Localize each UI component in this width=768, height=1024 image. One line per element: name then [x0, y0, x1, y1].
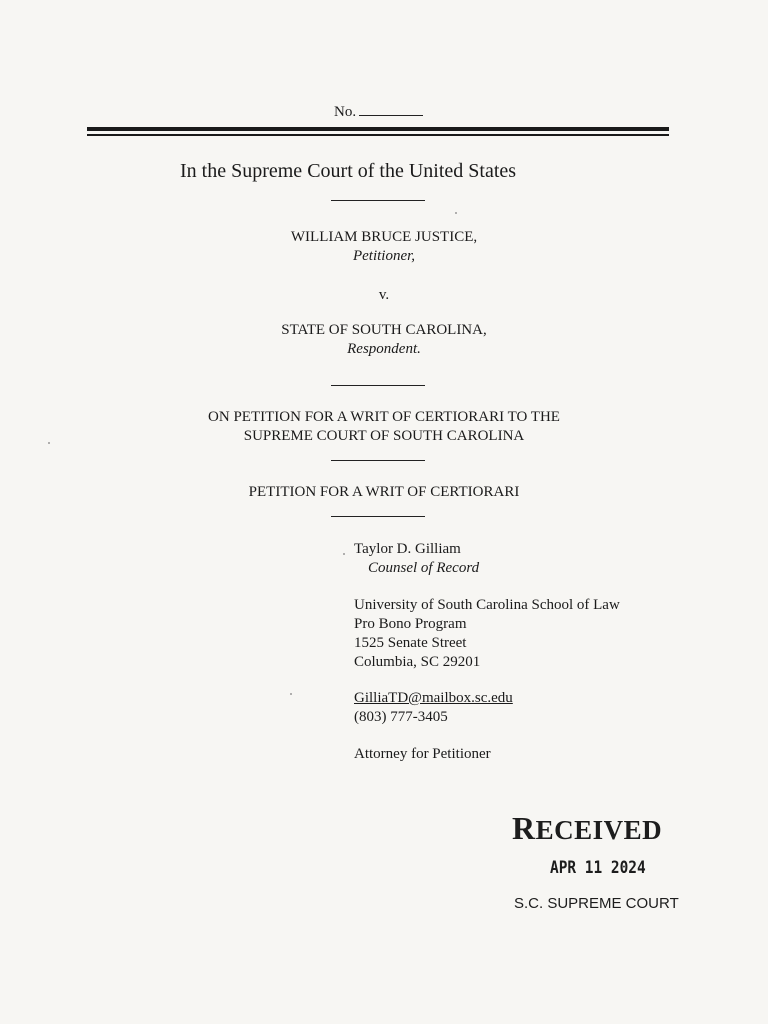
address-line: Pro Bono Program — [354, 616, 467, 632]
respondent-name: STATE OF SOUTH CAROLINA, — [281, 322, 487, 338]
divider — [331, 200, 425, 201]
attorney-for: Attorney for Petitioner — [354, 746, 491, 762]
phone-number: (803) 777-3405 — [354, 709, 448, 725]
divider — [331, 516, 425, 517]
email-link[interactable]: GilliaTD@mailbox.sc.edu — [354, 690, 513, 706]
address-line: 1525 Senate Street — [354, 635, 467, 651]
petition-line-1: ON PETITION FOR A WRIT OF CERTIORARI TO THE — [208, 409, 560, 425]
petitioner-name: WILLIAM BRUCE JUSTICE, — [290, 229, 478, 245]
divider — [331, 385, 425, 386]
divider — [331, 460, 425, 461]
received-rest: ECEIVED — [535, 815, 663, 845]
scan-speck — [455, 212, 457, 214]
header-rule-thin — [87, 134, 669, 136]
petition-title: PETITION FOR A WRIT OF CERTIORARI — [248, 484, 520, 500]
stamp-court-name: S.C. SUPREME COURT — [514, 895, 679, 912]
counsel-role: Counsel of Record — [368, 560, 480, 576]
docket-number — [334, 102, 423, 121]
address-line: Columbia, SC 29201 — [354, 654, 481, 670]
address-line: University of South Carolina School of Law — [354, 597, 620, 613]
counsel-name: Taylor D. Gilliam — [354, 541, 461, 557]
petitioner-role: Petitioner, — [352, 248, 416, 264]
court-title: In the Supreme Court of the United States — [180, 160, 517, 182]
docket-label: No. — [334, 104, 357, 120]
scan-speck — [48, 442, 50, 444]
versus: v. — [378, 287, 390, 303]
respondent-role: Respondent. — [347, 341, 421, 357]
received-date: APR 11 2024 — [550, 858, 646, 878]
scan-speck — [343, 553, 345, 555]
header-rule-thick — [87, 127, 669, 131]
scan-speck — [290, 693, 292, 695]
petition-line-2: SUPREME COURT OF SOUTH CAROLINA — [243, 428, 525, 444]
docket-blank — [359, 102, 423, 116]
received-stamp — [512, 810, 662, 847]
received-initial: R — [512, 810, 536, 846]
